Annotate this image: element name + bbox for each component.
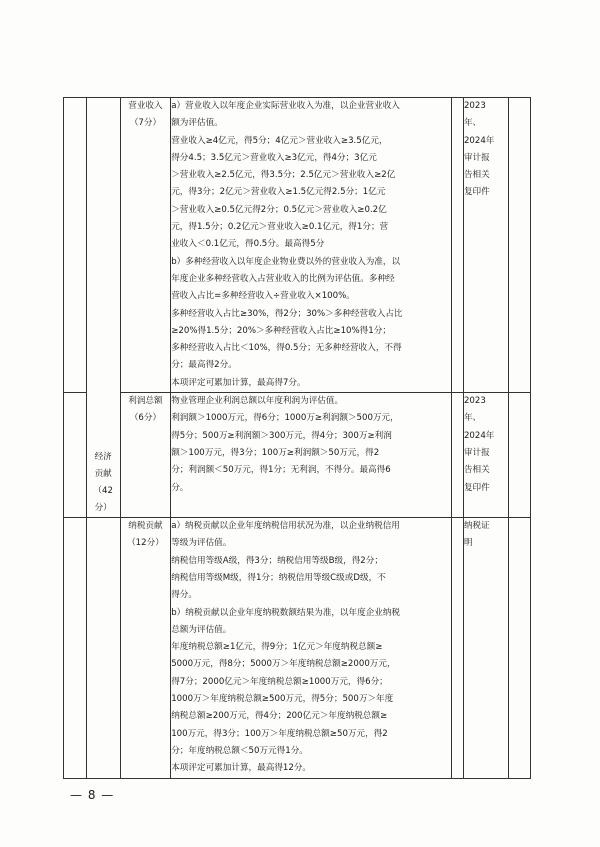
proof-line: 明 [463,538,473,549]
item-name: 营业收入 [128,101,163,111]
blank-cell [451,518,463,778]
desc-line: 得分。 [171,590,197,601]
empty-cell [64,393,87,518]
blank-cell [509,393,531,518]
category-line: 贡献 [94,469,112,480]
proof-line: 2024年 [463,430,495,441]
blank-cell [451,393,463,518]
desc-line: 业收入＜0.1亿元，得0.5分。最高得5分 [171,239,325,250]
empty-cell [64,518,87,778]
item-score: （7分） [129,118,162,128]
desc-line: 额＞100万元，得3分；100万≥利润额＞50万元，得2 [171,447,380,458]
desc-line: 得分4.5；3.5亿元＞营业收入≥3亿元，得4分；3亿元 [171,152,377,163]
category-line: （42 [93,486,113,497]
proof-line: 复印件 [463,482,490,493]
table-row-tax [64,518,531,778]
desc-line: 分；最高得2分。 [171,360,237,371]
desc-line: 元，得1.5分；0.2亿元＞营业收入≥0.1亿元，得1分；营 [171,222,389,233]
desc-line: 年度纳税总额≥1亿元，得9分；1亿元＞年度纳税总额≥ [171,642,383,653]
desc-line: 5000万元，得8分；5000万＞年度纳税总额≥2000万元， [171,659,396,670]
desc-line: 得7分；2000亿元＞年度纳税总额≥1000万元，得6分； [171,676,388,687]
proof-line: 2023 [463,101,486,111]
desc-line: 纳税信用等级A级，得3分；纳税信用等级B级，得2分； [171,555,383,566]
desc-line: 本项评定可累加计算，最高得7分。 [171,377,306,388]
desc-line: ＞营业收入≥2.5亿元，得3.5分；2.5亿元＞营业收入≥2亿 [171,170,396,181]
proof-line: 告相关 [463,170,490,181]
category-cell-empty [86,518,120,778]
desc-line: 物业管理企业利润总额以年度利润为评估值。 [171,396,344,407]
proof-line: 审计报 [463,152,490,163]
desc-cell-revenue [171,98,451,393]
desc-line: 得5分；500万≥利润额＞300万元，得4分；300万≥利润 [171,430,392,441]
desc-line: b）纳税贡献以企业年度纳税数额结果为准，以年度企业纳税 [171,607,401,618]
proof-line: 纳税证 [463,521,490,532]
desc-line: 纳税信用等级M级，得1分；纳税信用等级C级或D级，不 [171,572,386,583]
blank-cell [451,98,463,393]
desc-line: 利润额＞1000万元，得6分；1000万≥利润额＞500万元， [171,413,399,424]
item-cell-tax [120,518,171,778]
proof-line: 2023 [463,396,486,407]
item-name: 利润总额 [128,396,163,407]
item-score: （12分） [127,538,164,549]
desc-line: 100万元，得3分；100万＞年度纳税总额≥50万元，得2 [171,728,388,739]
category-line: 分） [94,503,112,514]
desc-line: 本项评定可累加计算，最高得12分。 [171,763,312,774]
desc-line: 总额为评估值。 [171,624,232,635]
item-score: （6分） [129,413,162,424]
desc-line: 分；利润额＜50万元，得1分；无利润，不得分。最高得6 [171,465,391,476]
desc-line: 营业收入≥4亿元，得5分；4亿元＞营业收入≥3.5亿元， [171,135,388,146]
desc-line: 分；年度纳税总额＜50万元得1分。 [171,745,308,756]
proof-cell-revenue [463,98,508,393]
desc-line: 1000万＞年度纳税总额≥500万元，得5分；500万＞年度 [171,694,394,705]
desc-line: 年度企业多种经营收入占营业收入的比例为评估值。多种经 [171,273,395,284]
desc-line: 等级为评估值。 [171,538,232,549]
desc-cell-profit [171,393,451,518]
category-cell [86,98,120,518]
desc-line: 元，得3分；2亿元＞营业收入≥1.5亿元得2.5分；1亿元 [171,187,386,198]
proof-line: 复印件 [463,187,490,198]
desc-line: ＞营业收入≥0.5亿元得2分；0.5亿元＞营业收入≥0.2亿 [171,204,387,215]
item-cell-profit [120,393,171,518]
proof-line: 2024年 [463,135,495,146]
proof-line: 年、 [463,413,482,424]
scoring-table [63,97,531,779]
proof-cell-tax [463,518,508,778]
desc-cell-tax [171,518,451,778]
desc-line: a）营业收入以年度企业实际营业收入为准，以企业营业收入 [171,101,400,111]
blank-cell [509,518,531,778]
proof-line: 年、 [463,118,482,129]
proof-cell-profit [463,393,508,518]
category-line: 经济 [94,452,112,463]
desc-line: b）多种经营收入以年度企业物业费以外的营业收入为准，以 [171,256,401,267]
desc-line: 分。 [171,482,189,493]
desc-line: 多种经营收入占比≥30%，得2分；30%＞多种经营收入占比 [171,308,403,319]
proof-line: 告相关 [463,465,490,476]
table-row-revenue [64,98,531,393]
desc-line: 额为评估值。 [171,118,223,129]
blank-cell [509,98,531,393]
empty-cell [64,98,87,393]
desc-line: 多种经营收入占比＜10%，得0.5分；无多种经营收入，不得 [171,343,402,354]
desc-line: a）纳税贡献以企业年度纳税信用状况为准，以企业纳税信用 [171,521,400,532]
desc-line: 纳税总额≥200万元，得4分；200亿元＞年度纳税总额≥ [171,711,388,722]
desc-line: 营收入占比=多种经营收入÷营业收入×100%。 [171,291,355,302]
page-number: — 8 — [70,788,115,802]
table-row-profit [64,393,531,518]
item-name: 纳税贡献 [128,521,163,532]
proof-line: 审计报 [463,447,490,458]
item-cell-revenue [120,98,171,393]
desc-line: ≥20%得1.5分；20%＞多种经营收入占比≥10%得1分； [171,325,391,336]
